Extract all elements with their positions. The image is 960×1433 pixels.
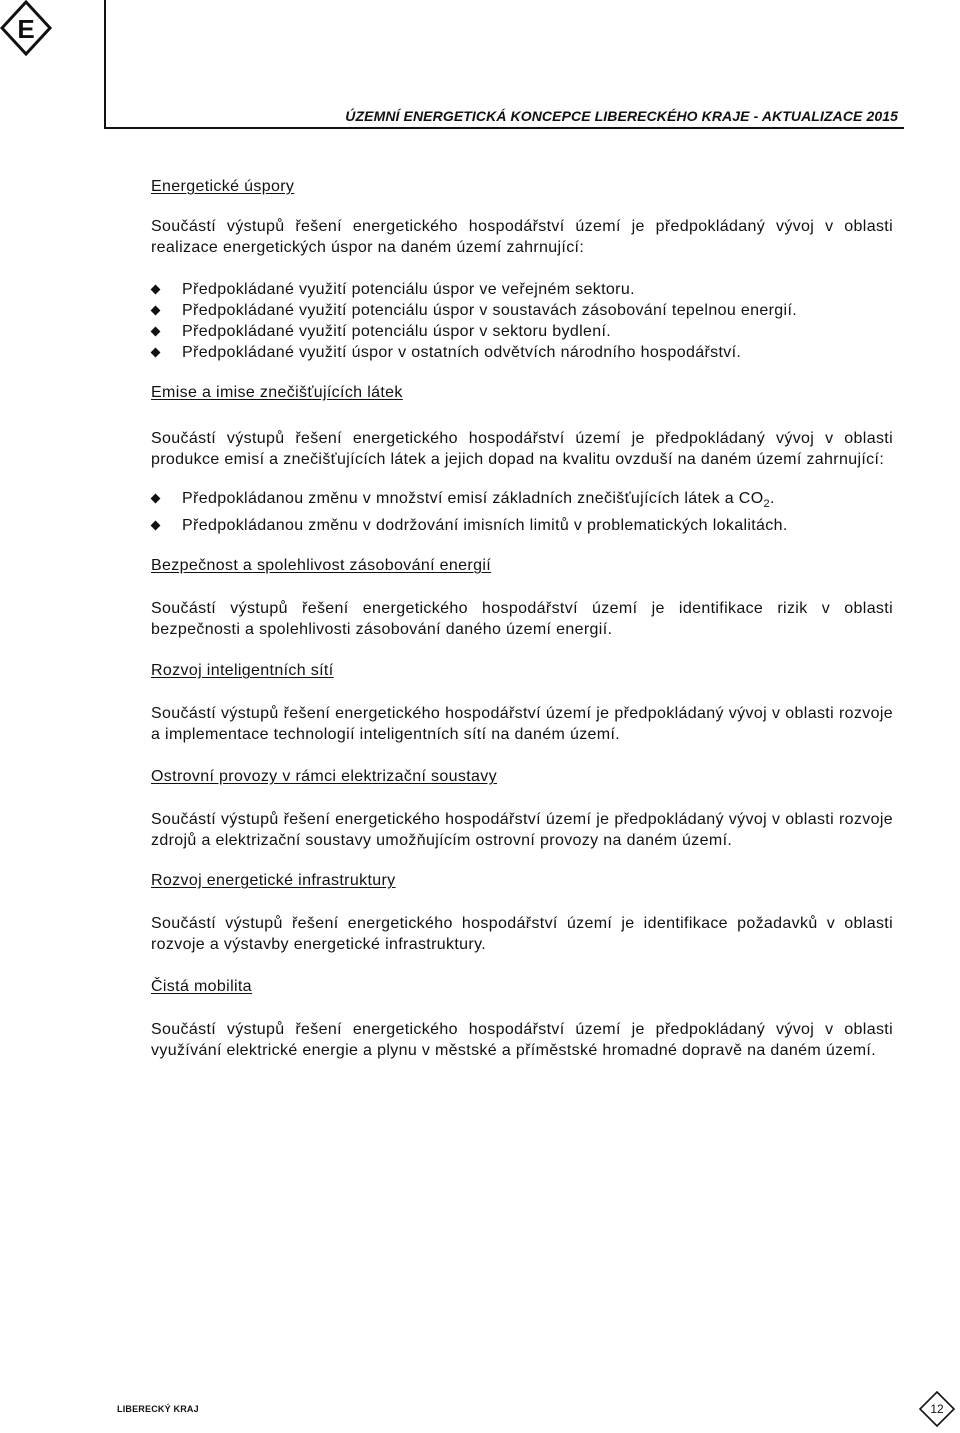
diamond-bullet-icon [151, 306, 161, 316]
list-item: Předpokládané využití potenciálu úspor v sektoru bydlení. [151, 321, 893, 342]
section-paragraph: Součástí výstupů řešení energetického hospodářství území je předpokládaný vývoj v oblasti rozvoje zdrojů a elektrizační soustavy umožňujícím ostrovní provozy na daném území. [151, 811, 893, 850]
list-item: Předpokládané využití potenciálu úspor v soustavách zásobování tepelnou energií. [151, 300, 893, 321]
section-paragraph: Součástí výstupů řešení energetického hospodářství území je předpokládaný vývoj v oblasti využívání elektrické energie a plynu v městské a příměstské hromadné dopravě na daném území. [151, 1021, 893, 1060]
page-content [151, 176, 893, 1080]
logo-diamond-icon [0, 0, 60, 60]
section-clean-mobility [151, 976, 893, 1061]
diamond-bullet-icon [151, 348, 161, 358]
logo-letter: E [17, 14, 35, 44]
bullet-list [151, 488, 893, 536]
list-item: Předpokládanou změnu v množství emisí základních znečišťujících látek a $CO_2$. [151, 488, 893, 515]
footer-label: LIBERECKÝ KRAJ [117, 1404, 199, 1414]
section-paragraph: Součástí výstupů řešení energetického hospodářství území je předpokládaný vývoj v oblasti produkce emisí a znečišťujících látek a jejich dopad na kvalitu ovzduší na daném území zahrnující: [151, 430, 893, 468]
diamond-bullet-icon [151, 494, 161, 504]
document-header-title: ÚZEMNÍ ENERGETICKÁ KONCEPCE LIBERECKÉHO KRAJE - AKTUALIZACE 2015 [345, 108, 898, 124]
section-heading: Čistá mobilita [151, 978, 252, 996]
section-heading: Rozvoj energetické infrastruktury [151, 872, 396, 890]
list-item: Předpokládanou změnu v dodržování imisních limitů v problematických lokalitách. [151, 515, 893, 536]
diamond-bullet-icon [151, 521, 161, 531]
header-vertical-rule [104, 0, 106, 128]
section-heading: Ostrovní provozy v rámci elektrizační soustavy [151, 768, 497, 786]
section-infrastructure [151, 870, 893, 955]
section-paragraph: Součástí výstupů řešení energetického hospodářství území je identifikace požadavků v oblasti rozvoje a výstavby energetické infrastruktury. [151, 915, 893, 954]
page-number-badge [918, 1390, 956, 1428]
section-smart-grids [151, 660, 893, 745]
diamond-bullet-icon [151, 327, 161, 337]
list-item: Předpokládané využití úspor v ostatních odvětvích národního hospodářství. [151, 342, 893, 363]
section-paragraph: Součástí výstupů řešení energetického hospodářství území je identifikace rizik v oblasti bezpečnosti a spolehlivosti zásobování daného území energií. [151, 600, 893, 639]
section-energy-savings [151, 176, 893, 363]
section-heading: Energetické úspory [151, 178, 295, 195]
section-heading: Bezpečnost a spolehlivost zásobování energií [151, 557, 492, 575]
section-island-operation [151, 766, 893, 851]
section-paragraph: Součástí výstupů řešení energetického hospodářství území je předpokládaný vývoj v oblasti rozvoje a implementace technologií inteligentních sítí na daném území. [151, 705, 893, 744]
section-heading: Rozvoj inteligentních sítí [151, 662, 334, 680]
logo [0, 0, 60, 60]
section-security [151, 555, 893, 640]
list-item: Předpokládané využití potenciálu úspor ve veřejném sektoru. [151, 279, 893, 300]
page-number: 12 [930, 1402, 944, 1416]
section-emissions [151, 382, 893, 536]
bullet-list [151, 279, 893, 363]
section-heading: Emise a imise znečišťujících látek [151, 384, 403, 401]
section-paragraph: Součástí výstupů řešení energetického hospodářství území je předpokládaný vývoj v oblasti realizace energetických úspor na daném území zahrnující: [151, 218, 893, 256]
header-horizontal-rule [104, 127, 904, 129]
diamond-bullet-icon [151, 285, 161, 295]
